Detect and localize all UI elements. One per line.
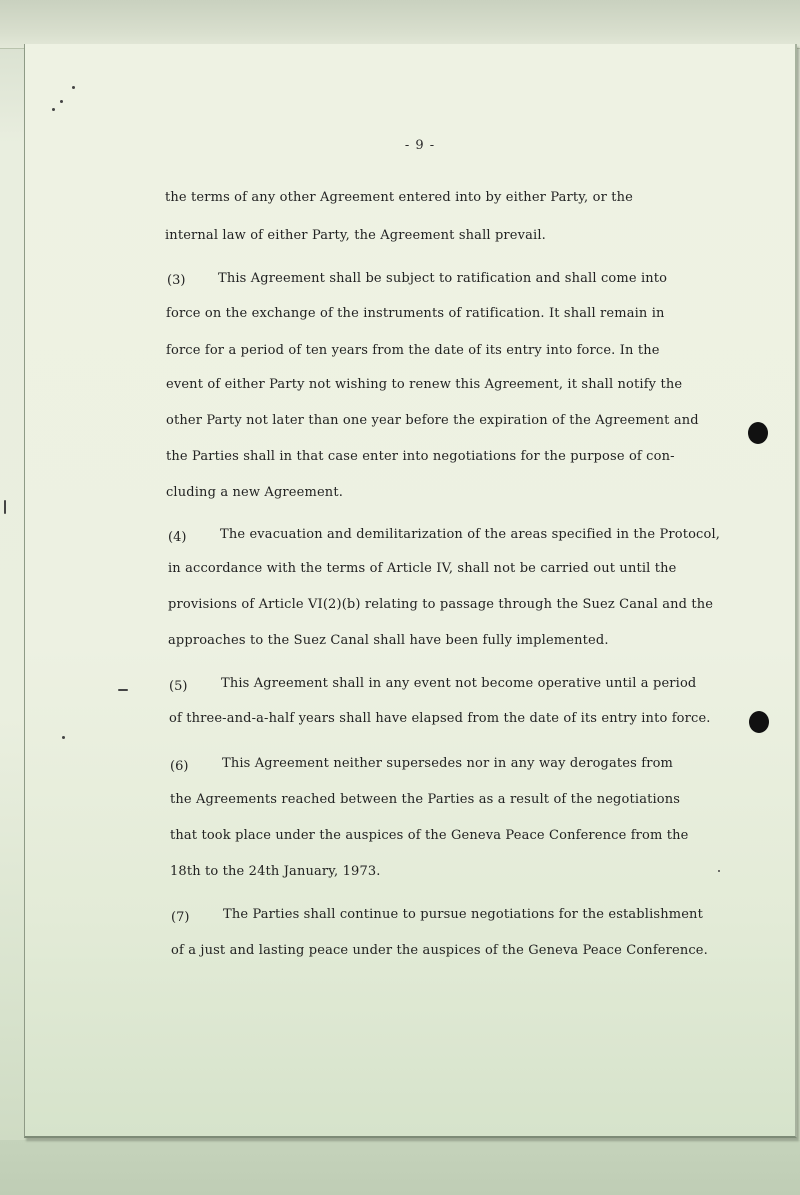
punch-hole-mark [748, 422, 768, 444]
paragraph-number: (6) [170, 759, 189, 774]
scan-speck [52, 108, 55, 111]
body-line: The Parties shall continue to pursue negotiations for the establishment [223, 907, 703, 922]
body-line: internal law of either Party, the Agreement shall prevail. [165, 228, 546, 243]
body-line: 18th to the 24th January, 1973. [170, 864, 381, 879]
scan-speck [118, 689, 128, 691]
paragraph-number: (5) [169, 679, 188, 694]
body-line: approaches to the Suez Canal shall have been fully implemented. [168, 633, 609, 648]
body-line: that took place under the auspices of the Geneva Peace Conference from the [170, 828, 689, 843]
body-line: the Agreements reached between the Parties as a result of the negotiations [170, 792, 681, 807]
body-line: the Parties shall in that case enter into negotiations for the purpose of con- [166, 449, 675, 464]
scan-speck [4, 500, 6, 514]
scan-bottom-edge [0, 1140, 800, 1195]
scan-top-edge [0, 0, 800, 49]
body-line: of a just and lasting peace under the auspices of the Geneva Peace Conference. [171, 943, 708, 958]
body-line: This Agreement shall in any event not become operative until a period [221, 676, 697, 691]
body-line: event of either Party not wishing to renew this Agreement, it shall notify the [166, 377, 683, 392]
paragraph-number: (7) [171, 910, 190, 925]
document-sheet [24, 44, 797, 1138]
body-line: in accordance with the terms of Article IV, shall not be carried out until the [168, 561, 677, 576]
body-line: of three-and-a-half years shall have elapsed from the date of its entry into force. [169, 711, 711, 726]
paragraph-number: (3) [167, 273, 186, 288]
scan-speck [72, 86, 75, 89]
body-line: This Agreement shall be subject to ratification and shall come into [218, 271, 668, 286]
body-line: other Party not later than one year before the expiration of the Agreement and [166, 413, 699, 428]
punch-hole-mark [749, 711, 769, 733]
scan-speck [62, 736, 65, 739]
page-number: - 9 - [404, 138, 436, 153]
paragraph-number: (4) [168, 530, 187, 545]
body-line: force for a period of ten years from the date of its entry into force. In the [166, 343, 660, 358]
body-line: The evacuation and demilitarization of the areas specified in the Protocol, [220, 527, 721, 542]
body-line: force on the exchange of the instruments of ratification. It shall remain in [166, 306, 665, 321]
body-line: This Agreement neither supersedes nor in any way derogates from [222, 756, 674, 771]
body-line: cluding a new Agreement. [166, 485, 343, 500]
body-line: the terms of any other Agreement entered into by either Party, or the [165, 190, 633, 205]
body-line: provisions of Article VI(2)(b) relating to passage through the Suez Canal and the [168, 597, 714, 612]
scan-speck [718, 870, 720, 872]
scan-speck [60, 100, 63, 103]
